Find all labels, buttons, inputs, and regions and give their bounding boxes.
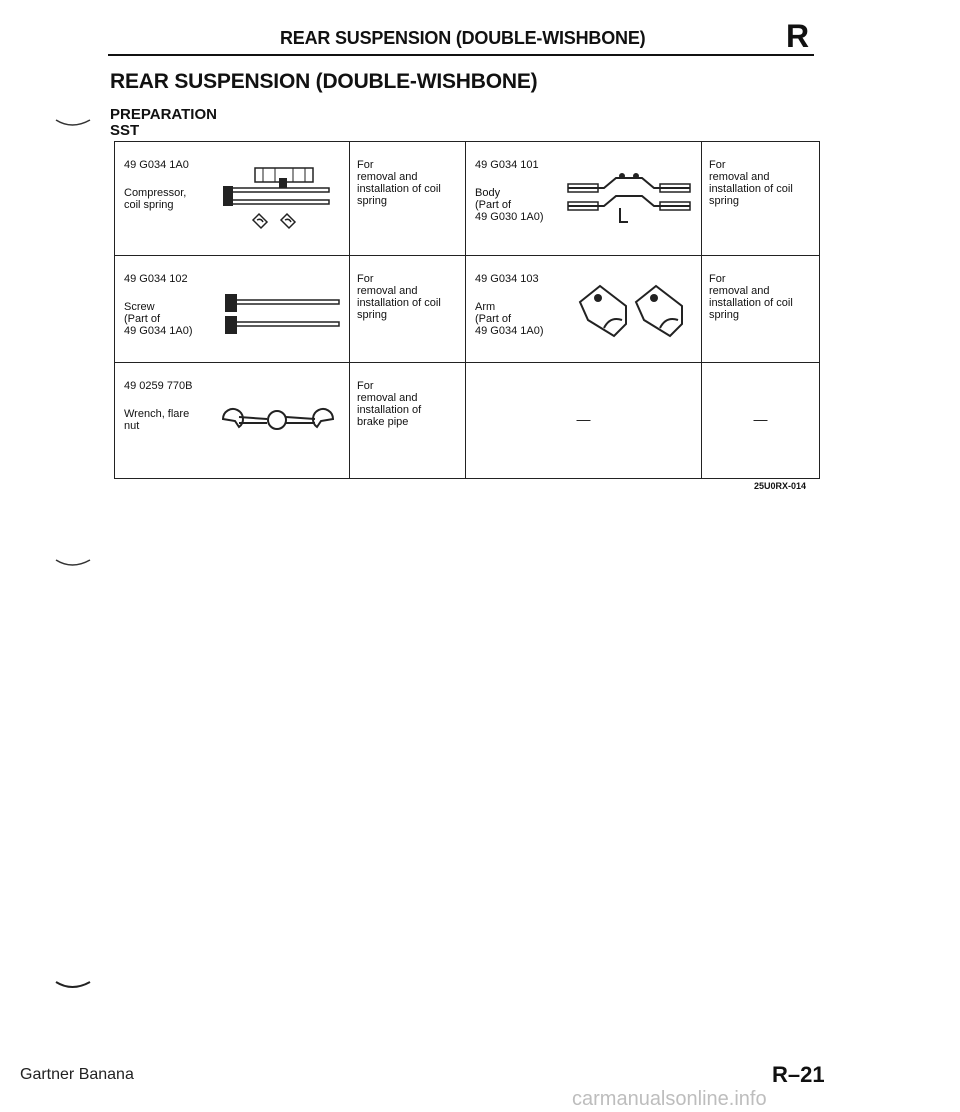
- tool-cell: [466, 256, 702, 363]
- compressor-body-icon: [564, 168, 694, 228]
- sst-table: [114, 141, 820, 479]
- page-title: REAR SUSPENSION (DOUBLE-WISHBONE): [110, 70, 538, 93]
- tool-name: Screw (Part of 49 G034 1A0): [124, 301, 193, 337]
- binding-mark-icon: [54, 556, 94, 570]
- binding-mark-icon: [54, 116, 94, 130]
- binding-mark-icon: [54, 978, 94, 992]
- empty-dash: —: [753, 411, 768, 427]
- tool-use: For removal and installation of brake pipe: [357, 380, 422, 428]
- figure-reference-code: 25U0RX-014: [754, 481, 807, 491]
- table-row: [115, 363, 820, 479]
- header-rule: [108, 54, 814, 56]
- running-header-title: REAR SUSPENSION (DOUBLE-WISHBONE): [280, 28, 646, 48]
- use-cell: [702, 256, 820, 363]
- tool-use: For removal and installation of coil spring: [357, 159, 441, 207]
- page-number: R–21: [772, 1062, 825, 1087]
- tool-cell-empty: [466, 363, 702, 479]
- screw-rod-icon: [223, 290, 343, 340]
- empty-dash: —: [576, 411, 591, 427]
- tool-number: 49 G034 101: [475, 159, 539, 171]
- tool-cell: [115, 363, 350, 479]
- tool-number: 49 G034 103: [475, 273, 539, 285]
- tool-use: For removal and installation of coil spring: [709, 159, 793, 207]
- flare-nut-wrench-icon: [219, 399, 339, 439]
- use-cell-empty: [702, 363, 820, 479]
- footer-note: Gartner Banana: [20, 1066, 134, 1083]
- tool-name: Compressor, coil spring: [124, 187, 187, 211]
- tool-cell: [466, 142, 702, 256]
- tool-name: Arm (Part of 49 G034 1A0): [475, 301, 544, 337]
- use-cell: [702, 142, 820, 256]
- arm-blocks-icon: [574, 280, 690, 346]
- section-subheading: SST: [110, 122, 140, 139]
- table-row: [115, 142, 820, 256]
- tool-name: Body (Part of 49 G030 1A0): [475, 187, 544, 223]
- use-cell: [350, 256, 466, 363]
- section-letter: R: [786, 18, 810, 54]
- tool-use: For removal and installation of coil spring: [709, 273, 793, 321]
- section-heading: PREPARATION: [110, 106, 217, 123]
- site-watermark: carmanualsonline.info: [572, 1088, 767, 1110]
- tool-number: 49 G034 1A0: [124, 159, 189, 171]
- tool-use: For removal and installation of coil spring: [357, 273, 441, 321]
- tool-cell: [115, 256, 350, 363]
- tool-name: Wrench, flare nut: [124, 408, 190, 432]
- coil-spring-compressor-icon: [219, 164, 339, 234]
- use-cell: [350, 142, 466, 256]
- tool-cell: [115, 142, 350, 256]
- table-row: [115, 256, 820, 363]
- use-cell: [350, 363, 466, 479]
- tool-number: 49 G034 102: [124, 273, 188, 285]
- tool-number: 49 0259 770B: [124, 380, 193, 392]
